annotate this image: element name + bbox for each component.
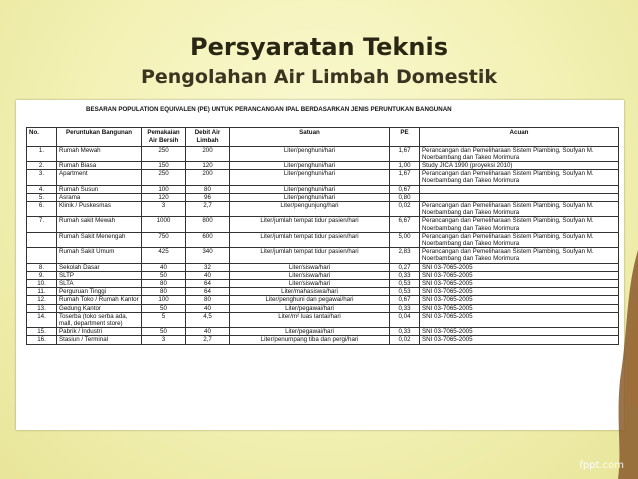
- cell-bangunan: Gedung Kantor: [57, 304, 142, 312]
- cell-debit: 64: [186, 280, 230, 288]
- cell-satuan: Liter/penghuni/hari: [230, 170, 390, 185]
- cell-satuan: Liter/jumlah tempat tidur pasien/hari: [230, 217, 390, 232]
- cell-satuan: Liter/penumpang tiba dan pergi/hari: [230, 336, 390, 344]
- cell-acuan: SNI 03-7065-2005: [420, 271, 619, 279]
- table-row: [27, 280, 619, 288]
- cell-bangunan: Stasiun / Terminal: [57, 336, 142, 344]
- col-header-pe: PE: [390, 128, 420, 147]
- cell-bangunan: Rumah Susun: [57, 185, 142, 193]
- cell-pe: 0,33: [390, 271, 420, 279]
- table-row: [27, 146, 619, 161]
- cell-no: 16.: [27, 336, 57, 344]
- slide-title: Persyaratan Teknis: [190, 33, 448, 61]
- cell-air-bersih: 425: [142, 248, 186, 263]
- cell-air-bersih: 1000: [142, 217, 186, 232]
- cell-bangunan: Perguruan Tinggi: [57, 288, 142, 296]
- cell-satuan: Liter/penghuni/hari: [230, 162, 390, 170]
- cell-acuan: SNI 03-7065-2005: [420, 328, 619, 336]
- cell-bangunan: Rumah Toko / Rumah Kantor: [57, 296, 142, 304]
- cell-acuan: Study JICA 1990 (proyeksi 2010): [420, 162, 619, 170]
- cell-satuan: Liter/pegawai/hari: [230, 304, 390, 312]
- cell-air-bersih: 5: [142, 312, 186, 327]
- cell-satuan: Liter/siswa/hari: [230, 263, 390, 271]
- cell-debit: 80: [186, 296, 230, 304]
- table-row: [27, 271, 619, 279]
- cell-debit: 2,7: [186, 336, 230, 344]
- cell-pe: 0,67: [390, 185, 420, 193]
- cell-bangunan: Apartment: [57, 170, 142, 185]
- col-header-satuan: Satuan: [230, 128, 390, 147]
- cell-debit: 4,5: [186, 312, 230, 327]
- cell-air-bersih: 250: [142, 170, 186, 185]
- cell-satuan: Liter/penghuni/hari: [230, 185, 390, 193]
- brand-watermark: fppt.com: [579, 460, 624, 471]
- cell-satuan: Liter/m² luas lantai/hari: [230, 312, 390, 327]
- table-header-row: [27, 128, 619, 147]
- cell-satuan: Liter/siswa/hari: [230, 280, 390, 288]
- cell-pe: 0,04: [390, 312, 420, 327]
- cell-air-bersih: 80: [142, 280, 186, 288]
- cell-bangunan: Asrama: [57, 193, 142, 201]
- cell-no: 14.: [27, 312, 57, 327]
- table-row: [27, 312, 619, 327]
- cell-bangunan: SLTA: [57, 280, 142, 288]
- cell-no: [27, 232, 57, 247]
- table-row: [27, 248, 619, 263]
- table-row: [27, 202, 619, 217]
- cell-air-bersih: 40: [142, 263, 186, 271]
- cell-air-bersih: 150: [142, 162, 186, 170]
- cell-satuan: Liter/penghuni dan pegawai/hari: [230, 296, 390, 304]
- table-row: [27, 328, 619, 336]
- cell-no: 3.: [27, 170, 57, 185]
- table-row: [27, 232, 619, 247]
- cell-no: 4.: [27, 185, 57, 193]
- cell-pe: 0,27: [390, 263, 420, 271]
- slide-subtitle: Pengolahan Air Limbah Domestik: [140, 66, 498, 88]
- cell-air-bersih: 50: [142, 328, 186, 336]
- cell-acuan: SNI 03-7065-2005: [420, 296, 619, 304]
- cell-satuan: Liter/jumlah tempat tidur pasien/hari: [230, 248, 390, 263]
- cell-no: 6.: [27, 202, 57, 217]
- cell-debit: 96: [186, 193, 230, 201]
- cell-satuan: Liter/pegawai/hari: [230, 328, 390, 336]
- cell-acuan: Perancangan dan Pemeliharaan Sistem Plambing, Soufyan M. Noerbambang dan Takeo Morimura: [420, 146, 619, 161]
- cell-bangunan: Sekolah Dasar: [57, 263, 142, 271]
- table-body: [27, 146, 619, 344]
- cell-no: 12.: [27, 296, 57, 304]
- cell-air-bersih: 120: [142, 193, 186, 201]
- cell-acuan: SNI 03-7065-2005: [420, 263, 619, 271]
- cell-acuan: Perancangan dan Pemeliharaan Sistem Plambing, Soufyan M. Noerbambang dan Takeo Morimura: [420, 202, 619, 217]
- cell-debit: 200: [186, 146, 230, 161]
- cell-bangunan: Klinik / Puskesmas: [57, 202, 142, 217]
- cell-no: 1.: [27, 146, 57, 161]
- cell-air-bersih: 50: [142, 271, 186, 279]
- cell-debit: 32: [186, 263, 230, 271]
- table-row: [27, 336, 619, 344]
- document-heading: BESARAN POPULATION EQUIVALEN (PE) UNTUK PERANCANGAN IPAL BERDASARKAN JENIS PERUNTUKAN BANGUNAN: [86, 106, 452, 113]
- cell-no: 2.: [27, 162, 57, 170]
- table-row: [27, 288, 619, 296]
- table-row: [27, 263, 619, 271]
- cell-debit: 200: [186, 170, 230, 185]
- cell-air-bersih: 50: [142, 304, 186, 312]
- col-header-air-bersih: Pemakaian Air Bersih: [142, 128, 186, 147]
- cell-no: [27, 248, 57, 263]
- cell-no: 5.: [27, 193, 57, 201]
- cell-pe: 1,67: [390, 146, 420, 161]
- cell-no: 15.: [27, 328, 57, 336]
- cell-debit: 120: [186, 162, 230, 170]
- table-row: [27, 162, 619, 170]
- table-row: [27, 185, 619, 193]
- cell-pe: 0,33: [390, 304, 420, 312]
- col-header-no: No.: [27, 128, 57, 147]
- cell-acuan: SNI 03-7065-2005: [420, 312, 619, 327]
- cell-debit: 2,7: [186, 202, 230, 217]
- cell-no: 10.: [27, 280, 57, 288]
- cell-acuan: Perancangan dan Pemeliharaan Sistem Plambing, Soufyan M. Noerbambang dan Takeo Morimura: [420, 248, 619, 263]
- cell-acuan: SNI 03-7065-2005: [420, 304, 619, 312]
- cell-no: 11.: [27, 288, 57, 296]
- table-row: [27, 217, 619, 232]
- cell-satuan: Liter/pengunjung/hari: [230, 202, 390, 217]
- cell-pe: 1,67: [390, 170, 420, 185]
- cell-pe: 0,02: [390, 336, 420, 344]
- cell-debit: 800: [186, 217, 230, 232]
- cell-acuan: SNI 03-7065-2005: [420, 288, 619, 296]
- cell-acuan: SNI 03-7065-2005: [420, 280, 619, 288]
- cell-acuan: Perancangan dan Pemeliharaan Sistem Plambing, Soufyan M. Noerbambang dan Takeo Morimura: [420, 170, 619, 185]
- cell-no: 8.: [27, 263, 57, 271]
- cell-debit: 340: [186, 248, 230, 263]
- cell-pe: 5,00: [390, 232, 420, 247]
- table-row: [27, 170, 619, 185]
- cell-acuan: Perancangan dan Pemeliharaan Sistem Plambing, Soufyan M. Noerbambang dan Takeo Morimura: [420, 217, 619, 232]
- cell-air-bersih: 80: [142, 288, 186, 296]
- cell-pe: 0,80: [390, 193, 420, 201]
- cell-pe: 0,53: [390, 280, 420, 288]
- cell-pe: 2,83: [390, 248, 420, 263]
- cell-satuan: Liter/penghuni/hari: [230, 193, 390, 201]
- cell-pe: 0,02: [390, 202, 420, 217]
- tree-illustration: [598, 250, 638, 479]
- table-row: [27, 193, 619, 201]
- cell-debit: 40: [186, 271, 230, 279]
- cell-bangunan: Toserba (toko serba ada, mall, department store): [57, 312, 142, 327]
- cell-pe: 6,67: [390, 217, 420, 232]
- cell-debit: 40: [186, 304, 230, 312]
- cell-air-bersih: 3: [142, 336, 186, 344]
- col-header-bangunan: Peruntukan Bangunan: [57, 128, 142, 147]
- cell-no: 9.: [27, 271, 57, 279]
- cell-satuan: Liter/penghuni/hari: [230, 146, 390, 161]
- cell-air-bersih: 250: [142, 146, 186, 161]
- cell-debit: 64: [186, 288, 230, 296]
- col-header-acuan: Acuan: [420, 128, 619, 147]
- cell-acuan: SNI 03-7065-2005: [420, 336, 619, 344]
- cell-air-bersih: 100: [142, 296, 186, 304]
- table-row: [27, 304, 619, 312]
- cell-satuan: Liter/mahasiswa/hari: [230, 288, 390, 296]
- cell-no: 7.: [27, 217, 57, 232]
- cell-air-bersih: 100: [142, 185, 186, 193]
- cell-pe: 1,00: [390, 162, 420, 170]
- cell-no: 13.: [27, 304, 57, 312]
- cell-acuan: [420, 185, 619, 193]
- cell-debit: 600: [186, 232, 230, 247]
- cell-pe: 0,67: [390, 296, 420, 304]
- cell-air-bersih: 3: [142, 202, 186, 217]
- cell-bangunan: Rumah Sakit Menengah: [57, 232, 142, 247]
- cell-debit: 40: [186, 328, 230, 336]
- cell-bangunan: Pabrik / Industri: [57, 328, 142, 336]
- document-scan: [16, 100, 624, 430]
- cell-satuan: Liter/siswa/hari: [230, 271, 390, 279]
- cell-air-bersih: 750: [142, 232, 186, 247]
- cell-bangunan: Rumah Biasa: [57, 162, 142, 170]
- cell-bangunan: SLTP: [57, 271, 142, 279]
- col-header-debit: Debit Air Limbah: [186, 128, 230, 147]
- cell-bangunan: Rumah Mewah: [57, 146, 142, 161]
- cell-pe: 0,53: [390, 288, 420, 296]
- pe-table: [26, 127, 619, 345]
- cell-debit: 80: [186, 185, 230, 193]
- cell-acuan: [420, 193, 619, 201]
- cell-bangunan: Rumah Sakit Umum: [57, 248, 142, 263]
- cell-satuan: Liter/jumlah tempat tidur pasien/hari: [230, 232, 390, 247]
- cell-acuan: Perancangan dan Pemeliharaan Sistem Plambing, Soufyan M. Noerbambang dan Takeo Morimura: [420, 232, 619, 247]
- table-row: [27, 296, 619, 304]
- cell-pe: 0,33: [390, 328, 420, 336]
- cell-bangunan: Rumah sakit Mewah: [57, 217, 142, 232]
